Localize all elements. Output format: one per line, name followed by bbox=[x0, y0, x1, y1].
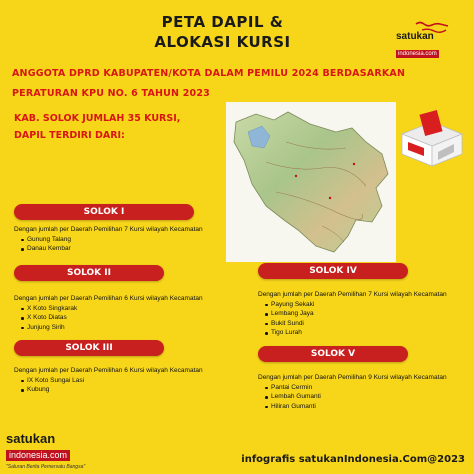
footer-brand-tagline: "Saluran Berita Pemersatu Bangsa" bbox=[6, 464, 86, 470]
subtitle-line-1: ANGGOTA DPRD KABUPATEN/KOTA DALAM PEMILU 2024 BERDASARKAN bbox=[12, 68, 406, 79]
footer-brand-domain: indonesia.com bbox=[6, 450, 70, 461]
dapil-block-solok-1 bbox=[14, 225, 203, 254]
list-item: Hiliran Gumanti bbox=[265, 402, 447, 412]
dapil-desc: Dengan jumlah per Daerah Pemilihan 7 Kursi wilayah Kecamatan bbox=[258, 291, 447, 298]
dapil-label-solok-2: SOLOK II bbox=[14, 265, 164, 281]
brand-domain: indonesia.com bbox=[398, 51, 437, 57]
list-item: Danau Kembar bbox=[21, 244, 203, 254]
footer-credit: infografis satukanIndonesia.Com@2023 bbox=[241, 454, 465, 465]
area-list bbox=[258, 300, 447, 338]
page-title bbox=[130, 12, 315, 52]
list-item: Gunung Talang bbox=[21, 235, 203, 245]
brand-name: satukan bbox=[396, 31, 434, 42]
dapil-label-solok-4: SOLOK IV bbox=[258, 263, 408, 279]
list-item: Pantai Cermin bbox=[265, 383, 447, 393]
ballot-box-icon bbox=[392, 108, 470, 168]
dapil-block-solok-2 bbox=[14, 294, 203, 332]
dapil-block-solok-4 bbox=[258, 290, 447, 338]
list-item: Lembang Jaya bbox=[265, 309, 447, 319]
dapil-block-solok-3 bbox=[14, 366, 203, 395]
list-item: Tigo Lurah bbox=[265, 328, 447, 338]
dapil-block-solok-5 bbox=[258, 373, 447, 411]
list-item: Payung Sekaki bbox=[265, 300, 447, 310]
intro-line-2: DAPIL TERDIRI DARI: bbox=[14, 130, 125, 141]
title-line-1: PETA DAPIL & bbox=[161, 13, 284, 31]
title-line-2: ALOKASI KURSI bbox=[154, 33, 291, 51]
list-item: IX Koto Sungai Lasi bbox=[21, 376, 203, 386]
list-item: Kubung bbox=[21, 385, 203, 395]
brand-logo-top bbox=[396, 32, 452, 60]
list-item: Lembah Gumanti bbox=[265, 392, 447, 402]
dapil-desc: Dengan jumlah per Daerah Pemilihan 6 Kursi wilayah Kecamatan bbox=[14, 295, 203, 302]
dapil-label-solok-1: SOLOK I bbox=[14, 204, 194, 220]
subtitle-line-2: PERATURAN KPU NO. 6 TAHUN 2023 bbox=[12, 88, 210, 99]
dapil-label-solok-3: SOLOK III bbox=[14, 340, 164, 356]
list-item: Bukit Sundi bbox=[265, 319, 447, 329]
footer-brand-name: satukan bbox=[6, 431, 56, 446]
area-list bbox=[258, 383, 447, 412]
dapil-desc: Dengan jumlah per Daerah Pemilihan 6 Kursi wilayah Kecamatan bbox=[14, 367, 203, 374]
region-map-image bbox=[226, 102, 396, 262]
brand-logo-footer bbox=[6, 432, 84, 470]
subtitle bbox=[12, 64, 467, 104]
intro-line-1: KAB. SOLOK JUMLAH 35 KURSI, bbox=[14, 113, 181, 124]
indonesia-map-icon bbox=[414, 16, 452, 38]
dapil-desc: Dengan jumlah per Daerah Pemilihan 7 Kursi wilayah Kecamatan bbox=[14, 226, 203, 233]
list-item: X Koto Singkarak bbox=[21, 304, 203, 314]
dapil-label-solok-5: SOLOK V bbox=[258, 346, 408, 362]
intro-text bbox=[14, 110, 214, 144]
dapil-desc: Dengan jumlah per Daerah Pemilihan 9 Kursi wilayah Kecamatan bbox=[258, 374, 447, 381]
area-list bbox=[14, 235, 203, 254]
list-item: X Koto Diatas bbox=[21, 313, 203, 323]
area-list bbox=[14, 376, 203, 395]
list-item: Junjung Sirih bbox=[21, 323, 203, 333]
area-list bbox=[14, 304, 203, 333]
